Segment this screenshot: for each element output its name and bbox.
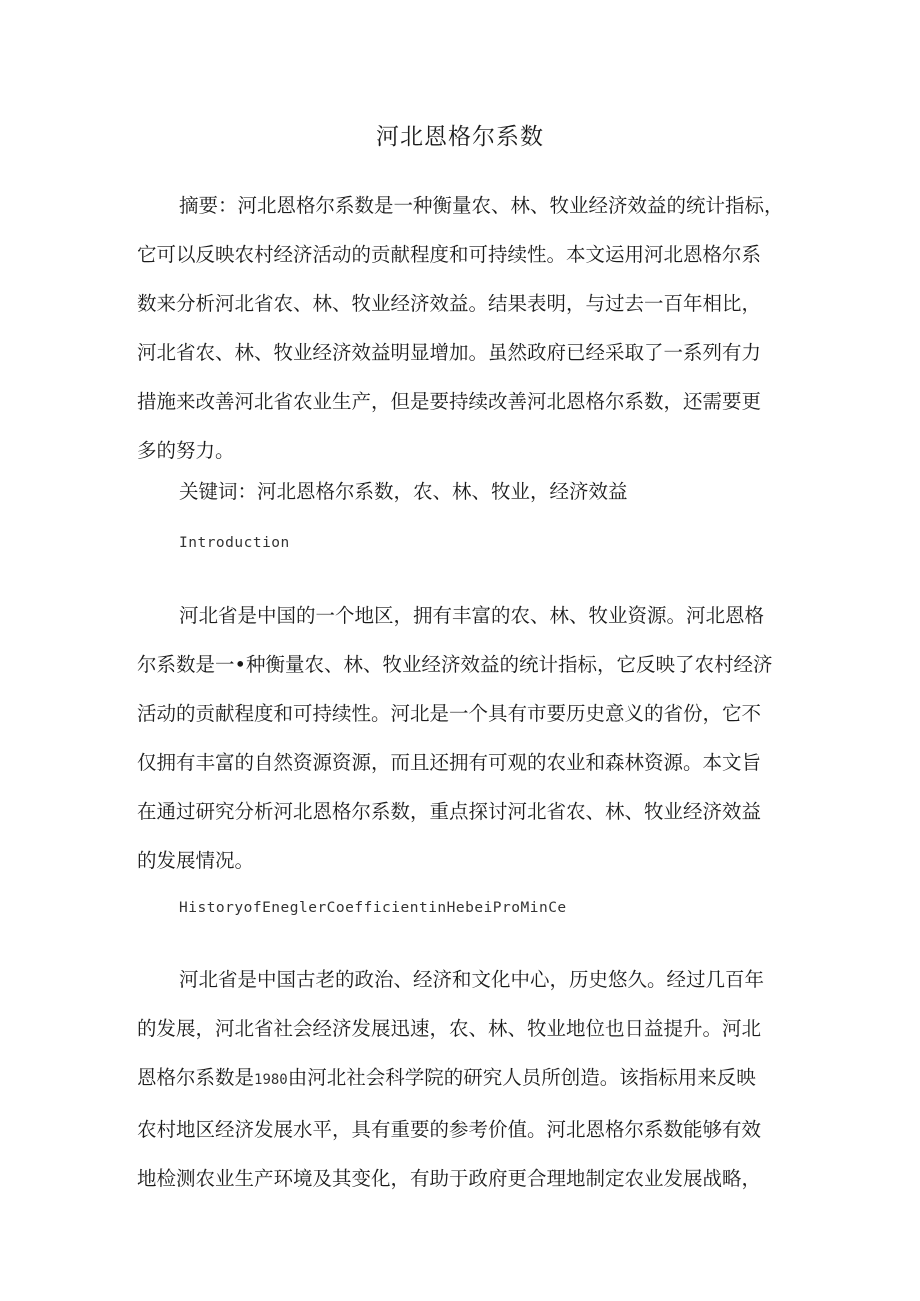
abstract-line: 数来分析河北省农、林、牧业经济效益。结果表明，与过去一百年相比， — [137, 292, 762, 315]
abstract-line: 措施来改善河北省农业生产，但是要持续改善河北恩格尔系数，还需要更 — [137, 390, 762, 413]
introduction-line: 仅拥有丰富的自然资源资源，而且还拥有可观的农业和森林资源。本文旨 — [137, 751, 762, 774]
abstract-paragraph — [137, 181, 799, 475]
abstract-line: 摘要：河北恩格尔系数是一种衡量农、林、牧业经济效益的统计指标， — [179, 194, 784, 217]
abstract-line: 河北省农、林、牧业经济效益明显增加。虽然政府已经采取了一系列有力 — [137, 341, 762, 364]
introduction-line: 活动的贡献程度和可持续性。河北是一个具有市要历史意义的省份，它不 — [137, 702, 762, 725]
history-line — [137, 1053, 799, 1105]
keywords-line: 关键词：河北恩格尔系数，农、林、牧业，经济效益 — [179, 480, 628, 503]
history-line: 的发展，河北省社会经济发展迅速，农、林、牧业地位也日益提升。河北 — [137, 1017, 762, 1040]
abstract-line: 它可以反映农村经济活动的贡献程度和可持续性。本文运用河北恩格尔系 — [137, 243, 762, 266]
section-heading-introduction: Introduction — [179, 535, 290, 551]
introduction-line: 河北省是中国的一个地区，拥有丰富的农、林、牧业资源。河北恩格 — [179, 604, 765, 627]
history-line: 地检测农业生产环境及其变化，有助于政府更合理地制定农业发展战略， — [137, 1167, 762, 1190]
history-line-prefix: 恩格尔系数是 — [137, 1066, 255, 1089]
document-title: 河北恩格尔系数 — [376, 124, 544, 150]
introduction-paragraph — [137, 591, 799, 885]
introduction-line: 的发展情况。 — [137, 849, 255, 872]
section-heading-history: HistoryofEneglerCoefficientinHebeiProMinCe — [179, 900, 567, 916]
history-line: 农村地区经济发展水平，具有重要的参考价值。河北恩格尔系数能够有效 — [137, 1118, 762, 1141]
history-paragraph — [137, 955, 799, 1203]
history-line: 河北省是中国古老的政治、经济和文化中心，历史悠久。经过几百年 — [179, 968, 765, 991]
year-number: 1980 — [254, 1072, 288, 1088]
introduction-line: 在通过研究分析河北恩格尔系数，重点探讨河北省农、林、牧业经济效益 — [137, 800, 762, 823]
introduction-line: 尔系数是一•种衡量农、林、牧业经济效益的统计指标，它反映了农村经济 — [137, 653, 773, 676]
history-line-suffix: 由河北社会科学院的研究人员所创造。该指标用来反映 — [287, 1066, 756, 1089]
abstract-line: 多的努力。 — [137, 439, 235, 462]
keywords-paragraph — [137, 467, 799, 516]
